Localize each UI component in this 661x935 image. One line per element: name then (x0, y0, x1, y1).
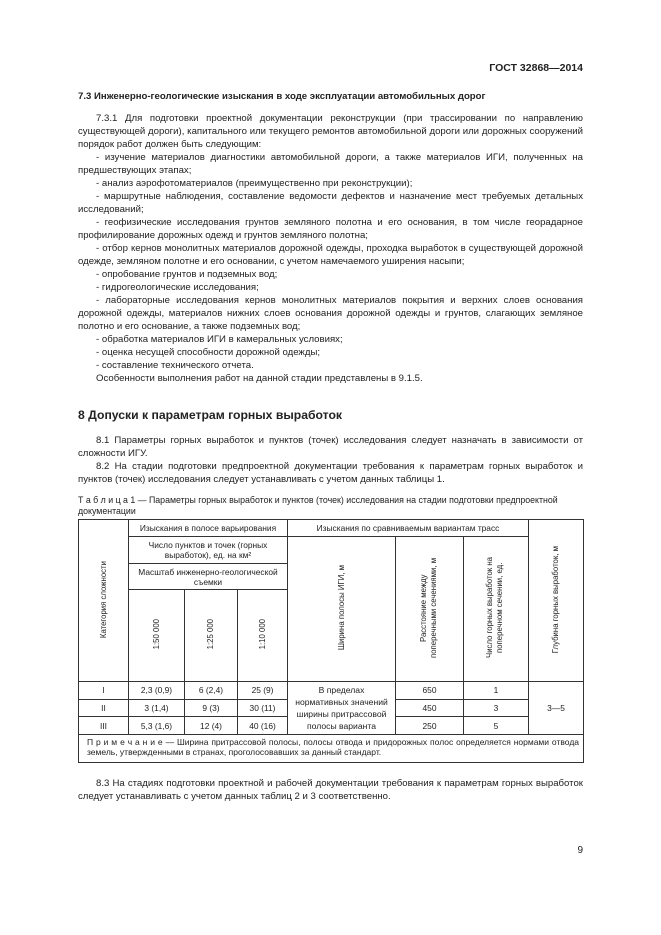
list-item: - отбор кернов монолитных материалов дорожной одежды, проходка выработок в существующей дорожной одежде, земляном полотне и его основании, с учетом намечаемого уширения насыпи; (78, 243, 583, 267)
list-item: - лабораторные исследования кернов монолитных материалов покрытия и верхних слоев основания дорожной одежды, материалов нижних слоев основания дорожной одежды и грунтов, слагающих земляное полотно и его основание, а также подземных вод; (78, 295, 583, 332)
row-cell: 2,3 (0,9) (129, 682, 185, 700)
header-compare: Изыскания по сравниваемым вариантам трасс (288, 520, 529, 537)
header-distance: Расстояние между поперечными сечениями, м (396, 537, 464, 682)
row-category: II (79, 699, 129, 717)
row-cell: 3 (1,4) (129, 699, 185, 717)
list-item: - гидрогеологические исследования; (96, 282, 259, 293)
row-category: I (79, 682, 129, 700)
table-row (79, 682, 584, 700)
row-cell: 450 (396, 699, 464, 717)
section-7-3-closing: Особенности выполнения работ на данной стадии представлены в 9.1.5. (96, 373, 423, 384)
row-cell: 30 (11) (238, 699, 288, 717)
list-item: - составление технического отчета. (96, 360, 254, 371)
row-cell: 6 (2,4) (185, 682, 238, 700)
header-number: Число горных выработок на поперечном сечении, ед. (464, 537, 529, 682)
standard-header: ГОСТ 32868—2014 (489, 62, 583, 74)
row-cell: 3 (464, 699, 529, 717)
row-cell: 650 (396, 682, 464, 700)
depth-value: 3—5 (529, 682, 584, 735)
paragraph-8-3: 8.3 На стадиях подготовки проектной и рабочей документации требования к параметрам горных выработок следует устанавливать с учетом данных таблиц 2 и 3 соответственно. (78, 778, 583, 802)
width-value: В пределах нормативных значений ширины притрассовой полосы варианта (288, 682, 396, 735)
list-item: - обработка материалов ИГИ в камеральных условиях; (96, 334, 343, 345)
table-caption: Т а б л и ц а 1 — Параметры горных выработок и пунктов (точек) исследования на стадии подготовки предпроектной документации (78, 495, 558, 516)
section-7-3-1-intro: 7.3.1 Для подготовки проектной документации реконструкции (при трассировании по направлению существующей дороги), капитального или текущего ремонтов автомобильной дороги или дорожных сооружений порядок работ должен быть следующим: (78, 113, 583, 150)
header-category: Категория сложности (79, 520, 129, 682)
row-category: III (79, 717, 129, 735)
header-variation: Изыскания в полосе варьирования (129, 520, 288, 537)
list-item: - опробование грунтов и подземных вод; (96, 269, 278, 280)
row-cell: 9 (3) (185, 699, 238, 717)
header-scale-2: 1:25 000 (185, 590, 238, 682)
section-7-3-title: 7.3 Инженерно-геологические изыскания в ходе эксплуатации автомобильных дорог (78, 91, 486, 102)
row-cell: 12 (4) (185, 717, 238, 735)
header-points: Число пунктов и точек (горных выработок), ед. на км² (129, 537, 288, 564)
parameters-table (78, 519, 584, 763)
paragraph-8-2: 8.2 На стадии подготовки предпроектной документации требования к параметрам горных выработок и пунктов (точек) исследования следует устанавливать с учетом данных таблицы 1. (78, 461, 583, 485)
list-item: - оценка несущей способности дорожной одежды; (96, 347, 321, 358)
list-item: - геофизические исследования грунтов земляного полотна и его основания, в том числе георадарное профилирование дорожных одежд и грунтов земляного полотна; (78, 217, 583, 241)
list-item: - изучение материалов диагностики автомобильной дороги, а также материалов ИГИ, полученных на предшествующих этапах; (78, 152, 583, 176)
header-scale-1: 1:50 000 (129, 590, 185, 682)
header-depth: Глубина горных выработок, м (529, 520, 584, 682)
list-item: - анализ аэрофотоматериалов (преимущественно при реконструкции); (96, 178, 413, 189)
row-cell: 25 (9) (238, 682, 288, 700)
row-cell: 1 (464, 682, 529, 700)
paragraph-8-1: 8.1 Параметры горных выработок и пунктов (точек) исследования следует назначать в зависимости от сложности ИГУ. (78, 435, 583, 459)
row-cell: 5,3 (1,6) (129, 717, 185, 735)
header-width: Ширина полосы ИГИ, м (288, 537, 396, 682)
row-cell: 5 (464, 717, 529, 735)
header-scale: Масштаб инженерно-геологической съемки (129, 564, 288, 590)
row-cell: 40 (16) (238, 717, 288, 735)
document-body (78, 90, 583, 803)
table-note: П р и м е ч а н и е — Ширина притрассовой полосы, полосы отвода и придорожных полос определяется нормами отвода земель, утвержденными в странах, проголосовавших за данный стандарт. (79, 735, 584, 763)
section-8-title: 8 Допуски к параметрам горных выработок (78, 408, 342, 422)
page-number: 9 (577, 845, 583, 856)
list-item: - маршрутные наблюдения, составление ведомости дефектов и назначение мест требуемых детальных исследований; (78, 191, 583, 215)
header-scale-3: 1:10 000 (238, 590, 288, 682)
row-cell: 250 (396, 717, 464, 735)
